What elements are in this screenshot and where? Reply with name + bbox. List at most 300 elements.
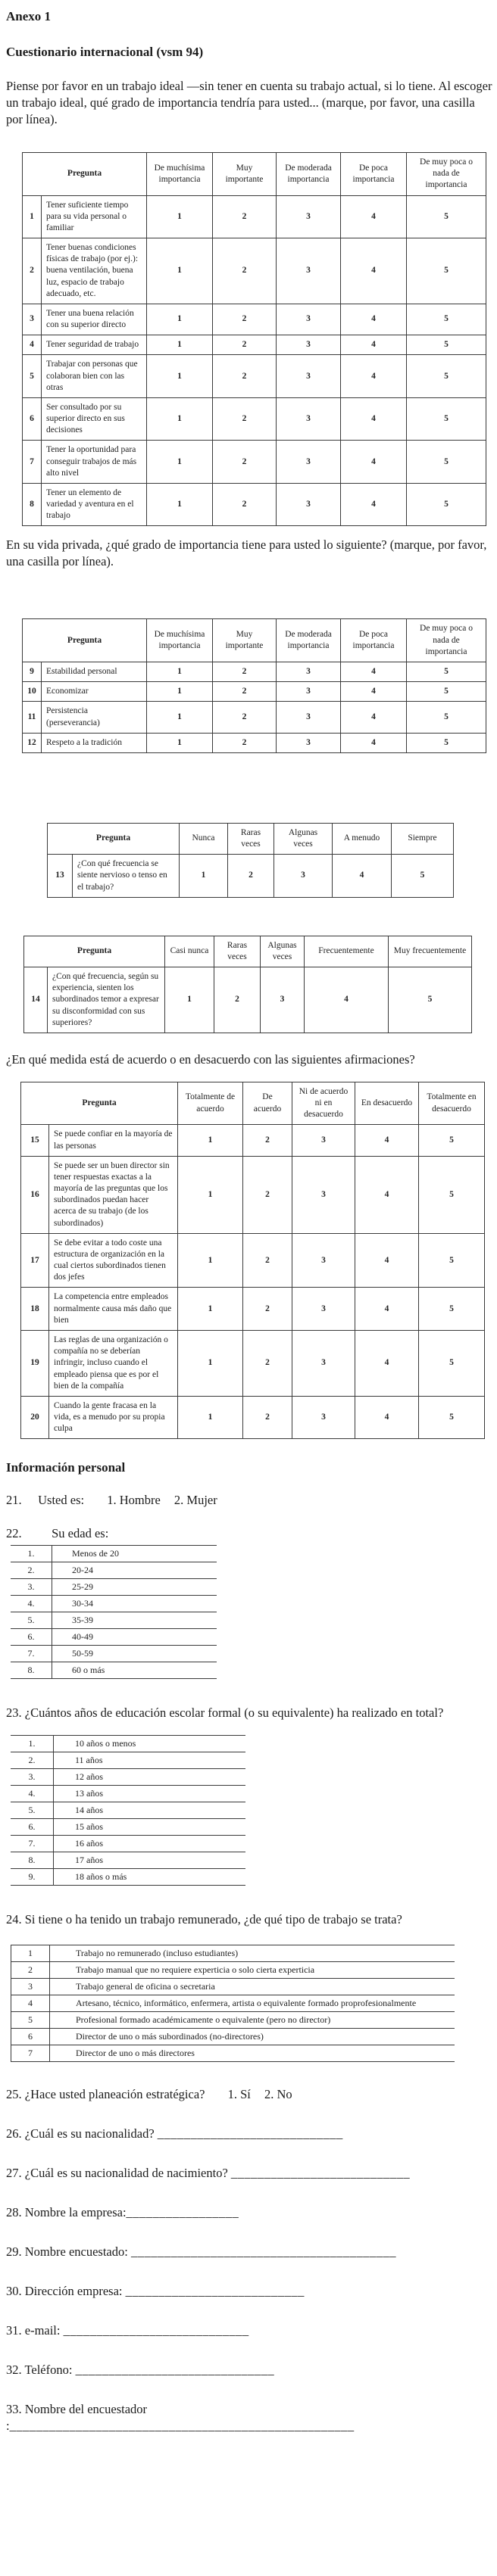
question-28-blank: _________________ [126, 2205, 239, 2220]
question-21-option-1: 1. Hombre [107, 1493, 161, 1508]
rating-value-3: 3 [277, 733, 341, 752]
option-label: 10 años o menos [54, 1736, 246, 1752]
importance-table-private [22, 618, 486, 752]
question-number: 3 [23, 304, 42, 335]
table-row [23, 304, 486, 335]
question-29-number: 29. [6, 2244, 22, 2260]
question-26-text: ¿Cuál es su nacionalidad? [24, 2126, 155, 2141]
rating-value-3: 3 [292, 1288, 355, 1331]
rating-value-4: 4 [355, 1288, 419, 1331]
table-header-row [21, 1082, 485, 1125]
rating-value-3: 3 [277, 682, 341, 702]
question-27-number: 27. [6, 2166, 22, 2181]
rating-value-4: 4 [341, 355, 407, 398]
table-row [21, 1156, 485, 1233]
header-col-3: Ni de acuerdo ni en desacuerdo [292, 1082, 355, 1125]
option-label: 11 años [54, 1752, 246, 1769]
header-col-5: De muy poca o nada de importancia [407, 153, 486, 196]
question-text: La competencia entre empleados normalmente causa más daño que bien [49, 1288, 178, 1331]
header-col-2: De acuerdo [243, 1082, 292, 1125]
question-number: 10 [23, 682, 42, 702]
rating-value-1: 1 [147, 304, 213, 335]
question-30 [6, 2283, 494, 2300]
rating-value-1: 1 [147, 733, 213, 752]
option-row [11, 1836, 245, 1852]
question-24 [6, 1911, 494, 1928]
question-29 [6, 2244, 494, 2260]
importance-table-work [22, 152, 486, 526]
rating-value-1: 1 [178, 1331, 243, 1397]
question-32-number: 32. [6, 2363, 22, 2378]
rating-value-3: 3 [277, 662, 341, 681]
option-number: 6 [11, 2029, 50, 2045]
question-23-text: ¿Cuántos años de educación escolar formal (o su equivalente) ha realizado en total? [24, 1705, 444, 1721]
question-text: Trabajar con personas que colaboran bien con las otras [42, 355, 147, 398]
questionnaire-title: Cuestionario internacional (vsm 94) [6, 45, 204, 59]
question-23 [6, 1705, 494, 1721]
rating-value-5: 5 [419, 1331, 485, 1397]
rating-value-5: 5 [407, 682, 486, 702]
option-label: Profesional formado académicamente o equivalente (pero no director) [50, 2012, 455, 2029]
question-number: 7 [23, 441, 42, 484]
question-23-number: 23. [6, 1705, 22, 1721]
rating-value-3: 3 [277, 304, 341, 335]
personal-info-heading: Información personal [6, 1460, 126, 1475]
option-number: 3. [11, 1769, 54, 1786]
question-text: Tener suficiente tiempo para su vida personal o familiar [42, 195, 147, 238]
rating-value-5: 5 [407, 483, 486, 526]
question-28-text: Nombre la empresa: [24, 2205, 127, 2220]
rating-value-1: 1 [147, 195, 213, 238]
option-number: 3 [11, 1979, 50, 1995]
header-col-3: De moderada importancia [277, 153, 341, 196]
rating-value-1: 1 [178, 1125, 243, 1156]
question-27-blank: ___________________________ [230, 2166, 411, 2181]
rating-value-5: 5 [389, 967, 472, 1033]
option-number: 1 [11, 1945, 50, 1962]
rating-value-3: 3 [292, 1125, 355, 1156]
question-text: ¿Con qué frecuencia se siente nervioso o tenso en el trabajo? [73, 855, 180, 898]
header-pregunta: Pregunta [23, 153, 147, 196]
option-number: 9. [11, 1869, 54, 1886]
education-options-table [11, 1735, 245, 1886]
table-row [23, 441, 486, 484]
option-label: Trabajo manual que no requiere experticia o solo cierta experticia [50, 1962, 455, 1979]
question-31-text: e-mail: [24, 2323, 61, 2338]
rating-value-5: 5 [419, 1156, 485, 1233]
rating-value-1: 1 [165, 967, 214, 1033]
question-number: 11 [23, 702, 42, 733]
question-31 [6, 2322, 494, 2339]
option-label: 14 años [54, 1802, 246, 1819]
option-number: 4 [11, 1995, 50, 2012]
header-col-3: Algunas veces [274, 823, 333, 854]
rating-value-3: 3 [292, 1233, 355, 1288]
question-text: Tener buenas condiciones físicas de trabajo (por ej.): buena ventilación, buena luz, espacio de trabajo adecuado, etc. [42, 238, 147, 304]
option-label: 18 años o más [54, 1869, 246, 1886]
option-label: 17 años [54, 1852, 246, 1869]
question-25-text: ¿Hace usted planeación estratégica? [24, 2087, 205, 2102]
question-text: Persistencia (perseverancia) [42, 702, 147, 733]
option-number: 6. [11, 1629, 52, 1646]
option-label: Menos de 20 [52, 1546, 217, 1562]
rating-value-2: 2 [213, 733, 277, 752]
rating-value-1: 1 [147, 441, 213, 484]
rating-value-3: 3 [261, 967, 305, 1033]
rating-value-3: 3 [274, 855, 333, 898]
table-row [21, 1396, 485, 1439]
header-col-5: Totalmente en desacuerdo [419, 1082, 485, 1125]
rating-value-2: 2 [213, 397, 277, 441]
question-number: 14 [24, 967, 48, 1033]
rating-value-2: 2 [213, 441, 277, 484]
option-row [11, 1612, 217, 1629]
job-type-options-table [11, 1945, 455, 2062]
header-col-2: Muy importante [213, 153, 277, 196]
table-header-row [23, 619, 486, 662]
option-row [11, 1852, 245, 1869]
rating-value-5: 5 [407, 355, 486, 398]
rating-value-4: 4 [355, 1125, 419, 1156]
rating-value-5: 5 [407, 441, 486, 484]
question-text: Estabilidad personal [42, 662, 147, 681]
question-number: 8 [23, 483, 42, 526]
option-number: 5 [11, 2012, 50, 2029]
question-number: 18 [21, 1288, 49, 1331]
option-label: 50-59 [52, 1646, 217, 1662]
table-row [23, 733, 486, 752]
table-row [21, 1288, 485, 1331]
option-label: 13 años [54, 1786, 246, 1802]
question-number: 9 [23, 662, 42, 681]
option-label: 16 años [54, 1836, 246, 1852]
rating-value-2: 2 [213, 335, 277, 355]
rating-value-5: 5 [407, 238, 486, 304]
rating-value-2: 2 [243, 1233, 292, 1288]
question-33-blank: ____________________________________________________ [9, 2419, 355, 2434]
question-30-blank: ___________________________ [125, 2284, 305, 2299]
question-text: Economizar [42, 682, 147, 702]
rating-value-3: 3 [292, 1331, 355, 1397]
option-label: 15 años [54, 1819, 246, 1836]
agreement-paragraph: ¿En qué medida está de acuerdo o en desacuerdo con las siguientes afirmaciones? [6, 1051, 415, 1067]
question-25-option-2: 2. No [264, 2087, 292, 2102]
rating-value-3: 3 [277, 195, 341, 238]
option-row [11, 1786, 245, 1802]
option-row [11, 1945, 455, 1962]
rating-value-2: 2 [243, 1331, 292, 1397]
option-row [11, 1579, 217, 1596]
table-row [23, 335, 486, 355]
header-col-1: De muchísima importancia [147, 153, 213, 196]
rating-value-2: 2 [213, 195, 277, 238]
rating-value-2: 2 [213, 682, 277, 702]
rating-value-3: 3 [277, 335, 341, 355]
option-row [11, 1995, 455, 2012]
question-text: Se puede ser un buen director sin tener respuestas exactas a la mayoría de las preguntas que los subordinados puedan hacer acerca de su trabajo (de los subordinados) [49, 1156, 178, 1233]
rating-value-4: 4 [355, 1331, 419, 1397]
rating-value-5: 5 [419, 1233, 485, 1288]
option-label: Trabajo no remunerado (incluso estudiantes) [50, 1945, 455, 1962]
rating-value-3: 3 [277, 355, 341, 398]
option-row [11, 1736, 245, 1752]
option-label: 30-34 [52, 1596, 217, 1612]
question-number: 15 [21, 1125, 49, 1156]
agreement-table [20, 1082, 485, 1439]
option-label: Director de uno o más subordinados (no-directores) [50, 2029, 455, 2045]
header-col-1: De muchísima importancia [147, 619, 213, 662]
option-label: 12 años [54, 1769, 246, 1786]
rating-value-4: 4 [355, 1396, 419, 1439]
rating-value-5: 5 [407, 335, 486, 355]
option-number: 2. [11, 1562, 52, 1579]
table-row [21, 1331, 485, 1397]
rating-value-4: 4 [305, 967, 389, 1033]
question-number: 12 [23, 733, 42, 752]
option-row [11, 1769, 245, 1786]
question-22-number: 22. [6, 1526, 22, 1541]
option-row [11, 1662, 217, 1679]
frequency-table-subordinates [23, 936, 472, 1033]
question-21 [6, 1492, 494, 1509]
rating-value-2: 2 [243, 1156, 292, 1233]
option-number: 6. [11, 1819, 54, 1836]
question-30-number: 30. [6, 2284, 22, 2299]
option-row [11, 1802, 245, 1819]
option-number: 5. [11, 1802, 54, 1819]
rating-value-4: 4 [333, 855, 392, 898]
option-row [11, 1752, 245, 1769]
option-number: 4. [11, 1596, 52, 1612]
rating-value-1: 1 [147, 702, 213, 733]
table-header-row [48, 823, 454, 854]
option-number: 7 [11, 2045, 50, 2062]
rating-value-4: 4 [341, 733, 407, 752]
header-col-2: Raras veces [214, 936, 261, 967]
question-text: Cuando la gente fracasa en la vida, es a menudo por su propia culpa [49, 1396, 178, 1439]
question-28 [6, 2204, 494, 2221]
header-pregunta: Pregunta [24, 936, 165, 967]
table-row [23, 238, 486, 304]
rating-value-4: 4 [341, 662, 407, 681]
question-number: 1 [23, 195, 42, 238]
header-col-5: Muy frecuentemente [389, 936, 472, 967]
question-29-blank: ________________________________________ [130, 2244, 396, 2260]
header-col-4: De poca importancia [341, 619, 407, 662]
question-text: Tener la oportunidad para conseguir trabajos de más alto nivel [42, 441, 147, 484]
option-row [11, 1869, 245, 1886]
question-text: Las reglas de una organización o compañía no se deberían infringir, incluso cuando el empleado piensa que es por el bien de la compañía [49, 1331, 178, 1397]
option-number: 7. [11, 1836, 54, 1852]
question-number: 6 [23, 397, 42, 441]
question-text: Respeto a la tradición [42, 733, 147, 752]
table-row [21, 1233, 485, 1288]
header-col-3: De moderada importancia [277, 619, 341, 662]
rating-value-1: 1 [178, 1233, 243, 1288]
question-number: 20 [21, 1396, 49, 1439]
table-header-row [24, 936, 472, 967]
rating-value-5: 5 [407, 304, 486, 335]
header-col-2: Raras veces [228, 823, 274, 854]
rating-value-2: 2 [213, 355, 277, 398]
rating-value-2: 2 [243, 1288, 292, 1331]
option-row [11, 1819, 245, 1836]
rating-value-1: 1 [147, 238, 213, 304]
option-number: 2 [11, 1962, 50, 1979]
header-col-4: De poca importancia [341, 153, 407, 196]
header-col-4: Frecuentemente [305, 936, 389, 967]
option-number: 2. [11, 1752, 54, 1769]
rating-value-1: 1 [147, 335, 213, 355]
question-30-text: Dirección empresa: [24, 2284, 123, 2299]
question-text: Se puede confiar en la mayoría de las personas [49, 1125, 178, 1156]
annex-title: Anexo 1 [6, 9, 52, 23]
rating-value-3: 3 [292, 1396, 355, 1439]
header-col-1: Nunca [180, 823, 228, 854]
rating-value-4: 4 [341, 441, 407, 484]
option-number: 8. [11, 1852, 54, 1869]
option-number: 5. [11, 1612, 52, 1629]
rating-value-2: 2 [243, 1396, 292, 1439]
question-29-text: Nombre encuestado: [24, 2244, 128, 2260]
rating-value-4: 4 [355, 1233, 419, 1288]
question-31-blank: ____________________________ [63, 2323, 249, 2338]
option-number: 3. [11, 1579, 52, 1596]
question-text: Ser consultado por su superior directo en sus decisiones [42, 397, 147, 441]
question-26 [6, 2126, 494, 2142]
option-row [11, 1962, 455, 1979]
option-label: Trabajo general de oficina o secretaria [50, 1979, 455, 1995]
rating-value-3: 3 [277, 441, 341, 484]
question-33 [6, 2401, 494, 2434]
question-25 [6, 2086, 494, 2103]
frequency-table-nervous [47, 823, 454, 898]
rating-value-2: 2 [243, 1125, 292, 1156]
header-pregunta: Pregunta [21, 1082, 178, 1125]
header-col-5: Siempre [392, 823, 454, 854]
table-row [23, 483, 486, 526]
rating-value-3: 3 [292, 1156, 355, 1233]
question-26-number: 26. [6, 2126, 22, 2141]
rating-value-1: 1 [147, 397, 213, 441]
option-row [11, 1596, 217, 1612]
option-row [11, 1546, 217, 1562]
question-24-number: 24. [6, 1912, 22, 1927]
question-24-text: Si tiene o ha tenido un trabajo remunerado, ¿de qué tipo de trabajo se trata? [24, 1912, 402, 1927]
option-number: 8. [11, 1662, 52, 1679]
question-text: Se debe evitar a todo coste una estructura de organización en la cual ciertos subordinados tienen dos jefes [49, 1233, 178, 1288]
table-row [23, 662, 486, 681]
header-col-5: De muy poca o nada de importancia [407, 619, 486, 662]
question-22-text: Su edad es: [52, 1526, 109, 1541]
rating-value-5: 5 [407, 702, 486, 733]
table-row [23, 195, 486, 238]
option-row [11, 1646, 217, 1662]
header-col-2: Muy importante [213, 619, 277, 662]
question-33-number: 33. [6, 2402, 22, 2417]
header-pregunta: Pregunta [48, 823, 180, 854]
rating-value-2: 2 [213, 238, 277, 304]
option-number: 4. [11, 1786, 54, 1802]
question-25-number: 25. [6, 2087, 22, 2102]
question-number: 13 [48, 855, 73, 898]
rating-value-2: 2 [214, 967, 261, 1033]
table-row [23, 702, 486, 733]
header-col-4: A menudo [333, 823, 392, 854]
question-number: 4 [23, 335, 42, 355]
rating-value-4: 4 [341, 483, 407, 526]
private-life-paragraph: En su vida privada, ¿qué grado de importancia tiene para usted lo siguiente? (marque, por favor, una casilla por línea). [6, 537, 487, 569]
rating-value-2: 2 [228, 855, 274, 898]
question-32 [6, 2362, 494, 2378]
table-row [24, 967, 472, 1033]
rating-value-4: 4 [341, 195, 407, 238]
rating-value-5: 5 [407, 733, 486, 752]
option-number: 1. [11, 1736, 54, 1752]
question-number: 2 [23, 238, 42, 304]
table-row [21, 1125, 485, 1156]
option-label: Director de uno o más directores [50, 2045, 455, 2062]
option-label: 40-49 [52, 1629, 217, 1646]
option-label: 60 o más [52, 1662, 217, 1679]
header-col-1: Totalmente de acuerdo [178, 1082, 243, 1125]
rating-value-5: 5 [419, 1288, 485, 1331]
rating-value-1: 1 [180, 855, 228, 898]
question-25-option-1: 1. Sí [227, 2087, 251, 2102]
rating-value-4: 4 [341, 238, 407, 304]
rating-value-4: 4 [341, 304, 407, 335]
question-26-blank: ____________________________ [157, 2126, 343, 2141]
rating-value-4: 4 [341, 702, 407, 733]
rating-value-4: 4 [341, 335, 407, 355]
question-text: Tener una buena relación con su superior directo [42, 304, 147, 335]
question-27 [6, 2165, 494, 2182]
rating-value-2: 2 [213, 662, 277, 681]
rating-value-1: 1 [178, 1396, 243, 1439]
rating-value-4: 4 [341, 397, 407, 441]
question-33-text: Nombre del encuestador : [6, 2402, 148, 2434]
question-21-number: 21. [6, 1493, 22, 1508]
option-row [11, 1562, 217, 1579]
rating-value-5: 5 [419, 1125, 485, 1156]
rating-value-3: 3 [277, 702, 341, 733]
rating-value-5: 5 [419, 1396, 485, 1439]
rating-value-1: 1 [178, 1156, 243, 1233]
question-text: ¿Con qué frecuencia, según su experiencia, sienten los subordinados temor a expresar su disconformidad con sus superiores? [48, 967, 165, 1033]
table-row [48, 855, 454, 898]
question-text: Tener seguridad de trabajo [42, 335, 147, 355]
table-row [23, 355, 486, 398]
rating-value-5: 5 [407, 662, 486, 681]
rating-value-5: 5 [392, 855, 454, 898]
rating-value-5: 5 [407, 397, 486, 441]
rating-value-1: 1 [178, 1288, 243, 1331]
header-col-3: Algunas veces [261, 936, 305, 967]
question-31-number: 31. [6, 2323, 22, 2338]
rating-value-4: 4 [355, 1156, 419, 1233]
rating-value-3: 3 [277, 483, 341, 526]
rating-value-3: 3 [277, 238, 341, 304]
question-21-text: Usted es: [38, 1493, 85, 1508]
option-row [11, 2045, 455, 2062]
option-row [11, 1979, 455, 1995]
question-text: Tener un elemento de variedad y aventura en el trabajo [42, 483, 147, 526]
rating-value-2: 2 [213, 702, 277, 733]
intro-paragraph: Piense por favor en un trabajo ideal —sin tener en cuenta su trabajo actual, si lo tiene. Al escoger un trabajo ideal, qué grado de importancia tendría para usted... (marque, por favor, una casilla por línea). [6, 79, 492, 126]
option-number: 7. [11, 1646, 52, 1662]
option-label: 35-39 [52, 1612, 217, 1629]
age-options-table [11, 1545, 217, 1679]
